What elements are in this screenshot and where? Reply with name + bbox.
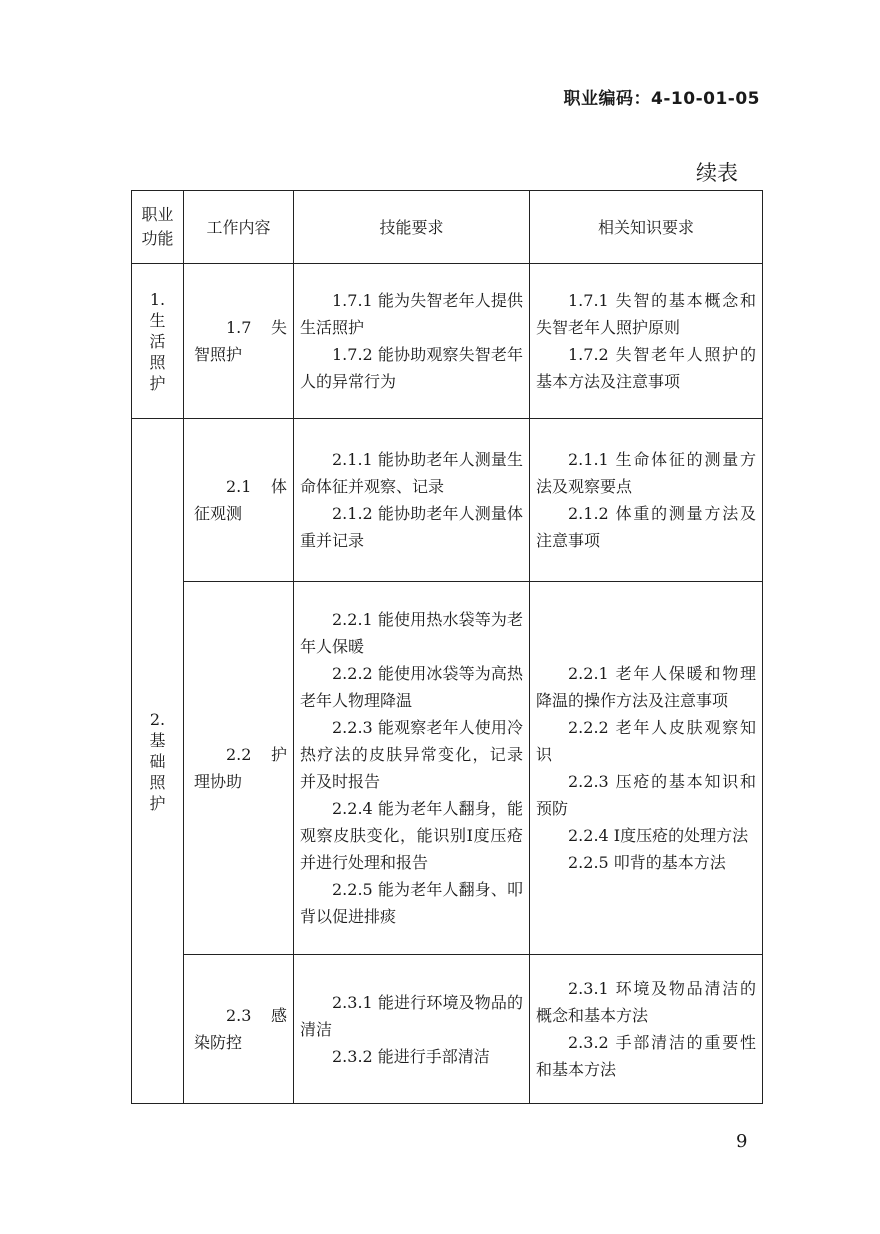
page-number: 9	[736, 1131, 748, 1152]
header-knowledge: 相关知识要求	[530, 191, 763, 264]
knowledge-cell: 2.2.1 老年人保暖和物理降温的操作方法及注意事项 2.2.2 老年人皮肤观察知识 2.2.3 压疮的基本知识和预防 2.2.4 Ⅰ度压疮的处理方法 2.2.5 叩背的基本方法	[530, 582, 763, 955]
skill-cell: 2.2.1 能使用热水袋等为老年人保暖 2.2.2 能使用冰袋等为高热老年人物理降温 2.2.3 能观察老年人使用冷热疗法的皮肤异常变化，记录并及时报告 2.2.4 能为老年人翻身，能观察皮肤变化，能识别Ⅰ度压疮并进行处理和报告 2.2.5 能为老年人翻身、叩背以促进排痰	[294, 582, 530, 955]
skill-cell: 2.3.1 能进行环境及物品的清洁 2.3.2 能进行手部清洁	[294, 955, 530, 1104]
work-cell: 2.2 护理协助	[184, 582, 294, 955]
standards-table	[131, 190, 763, 1104]
work-cell: 2.1 体征观测	[184, 419, 294, 582]
work-cell: 1.7 失智照护	[184, 264, 294, 419]
function-cell: 1. 生 活 照 护	[132, 264, 184, 419]
table-row	[132, 582, 763, 955]
table-row	[132, 419, 763, 582]
occupation-code: 职业编码：4-10-01-05	[563, 89, 760, 109]
table-row	[132, 264, 763, 419]
skill-cell: 1.7.1 能为失智老年人提供生活照护 1.7.2 能协助观察失智老年人的异常行为	[294, 264, 530, 419]
knowledge-cell: 2.1.1 生命体征的测量方法及观察要点 2.1.2 体重的测量方法及注意事项	[530, 419, 763, 582]
continued-label: 续表	[696, 161, 738, 185]
header-function: 职业 功能	[132, 191, 184, 264]
header-skill: 技能要求	[294, 191, 530, 264]
table-row	[132, 955, 763, 1104]
table-header-row	[132, 191, 763, 264]
work-cell: 2.3 感染防控	[184, 955, 294, 1104]
skill-cell: 2.1.1 能协助老年人测量生命体征并观察、记录 2.1.2 能协助老年人测量体重并记录	[294, 419, 530, 582]
knowledge-cell: 2.3.1 环境及物品清洁的概念和基本方法 2.3.2 手部清洁的重要性和基本方法	[530, 955, 763, 1104]
header-work: 工作内容	[184, 191, 294, 264]
function-cell: 2. 基 础 照 护	[132, 419, 184, 1104]
knowledge-cell: 1.7.1 失智的基本概念和失智老年人照护原则 1.7.2 失智老年人照护的基本方法及注意事项	[530, 264, 763, 419]
